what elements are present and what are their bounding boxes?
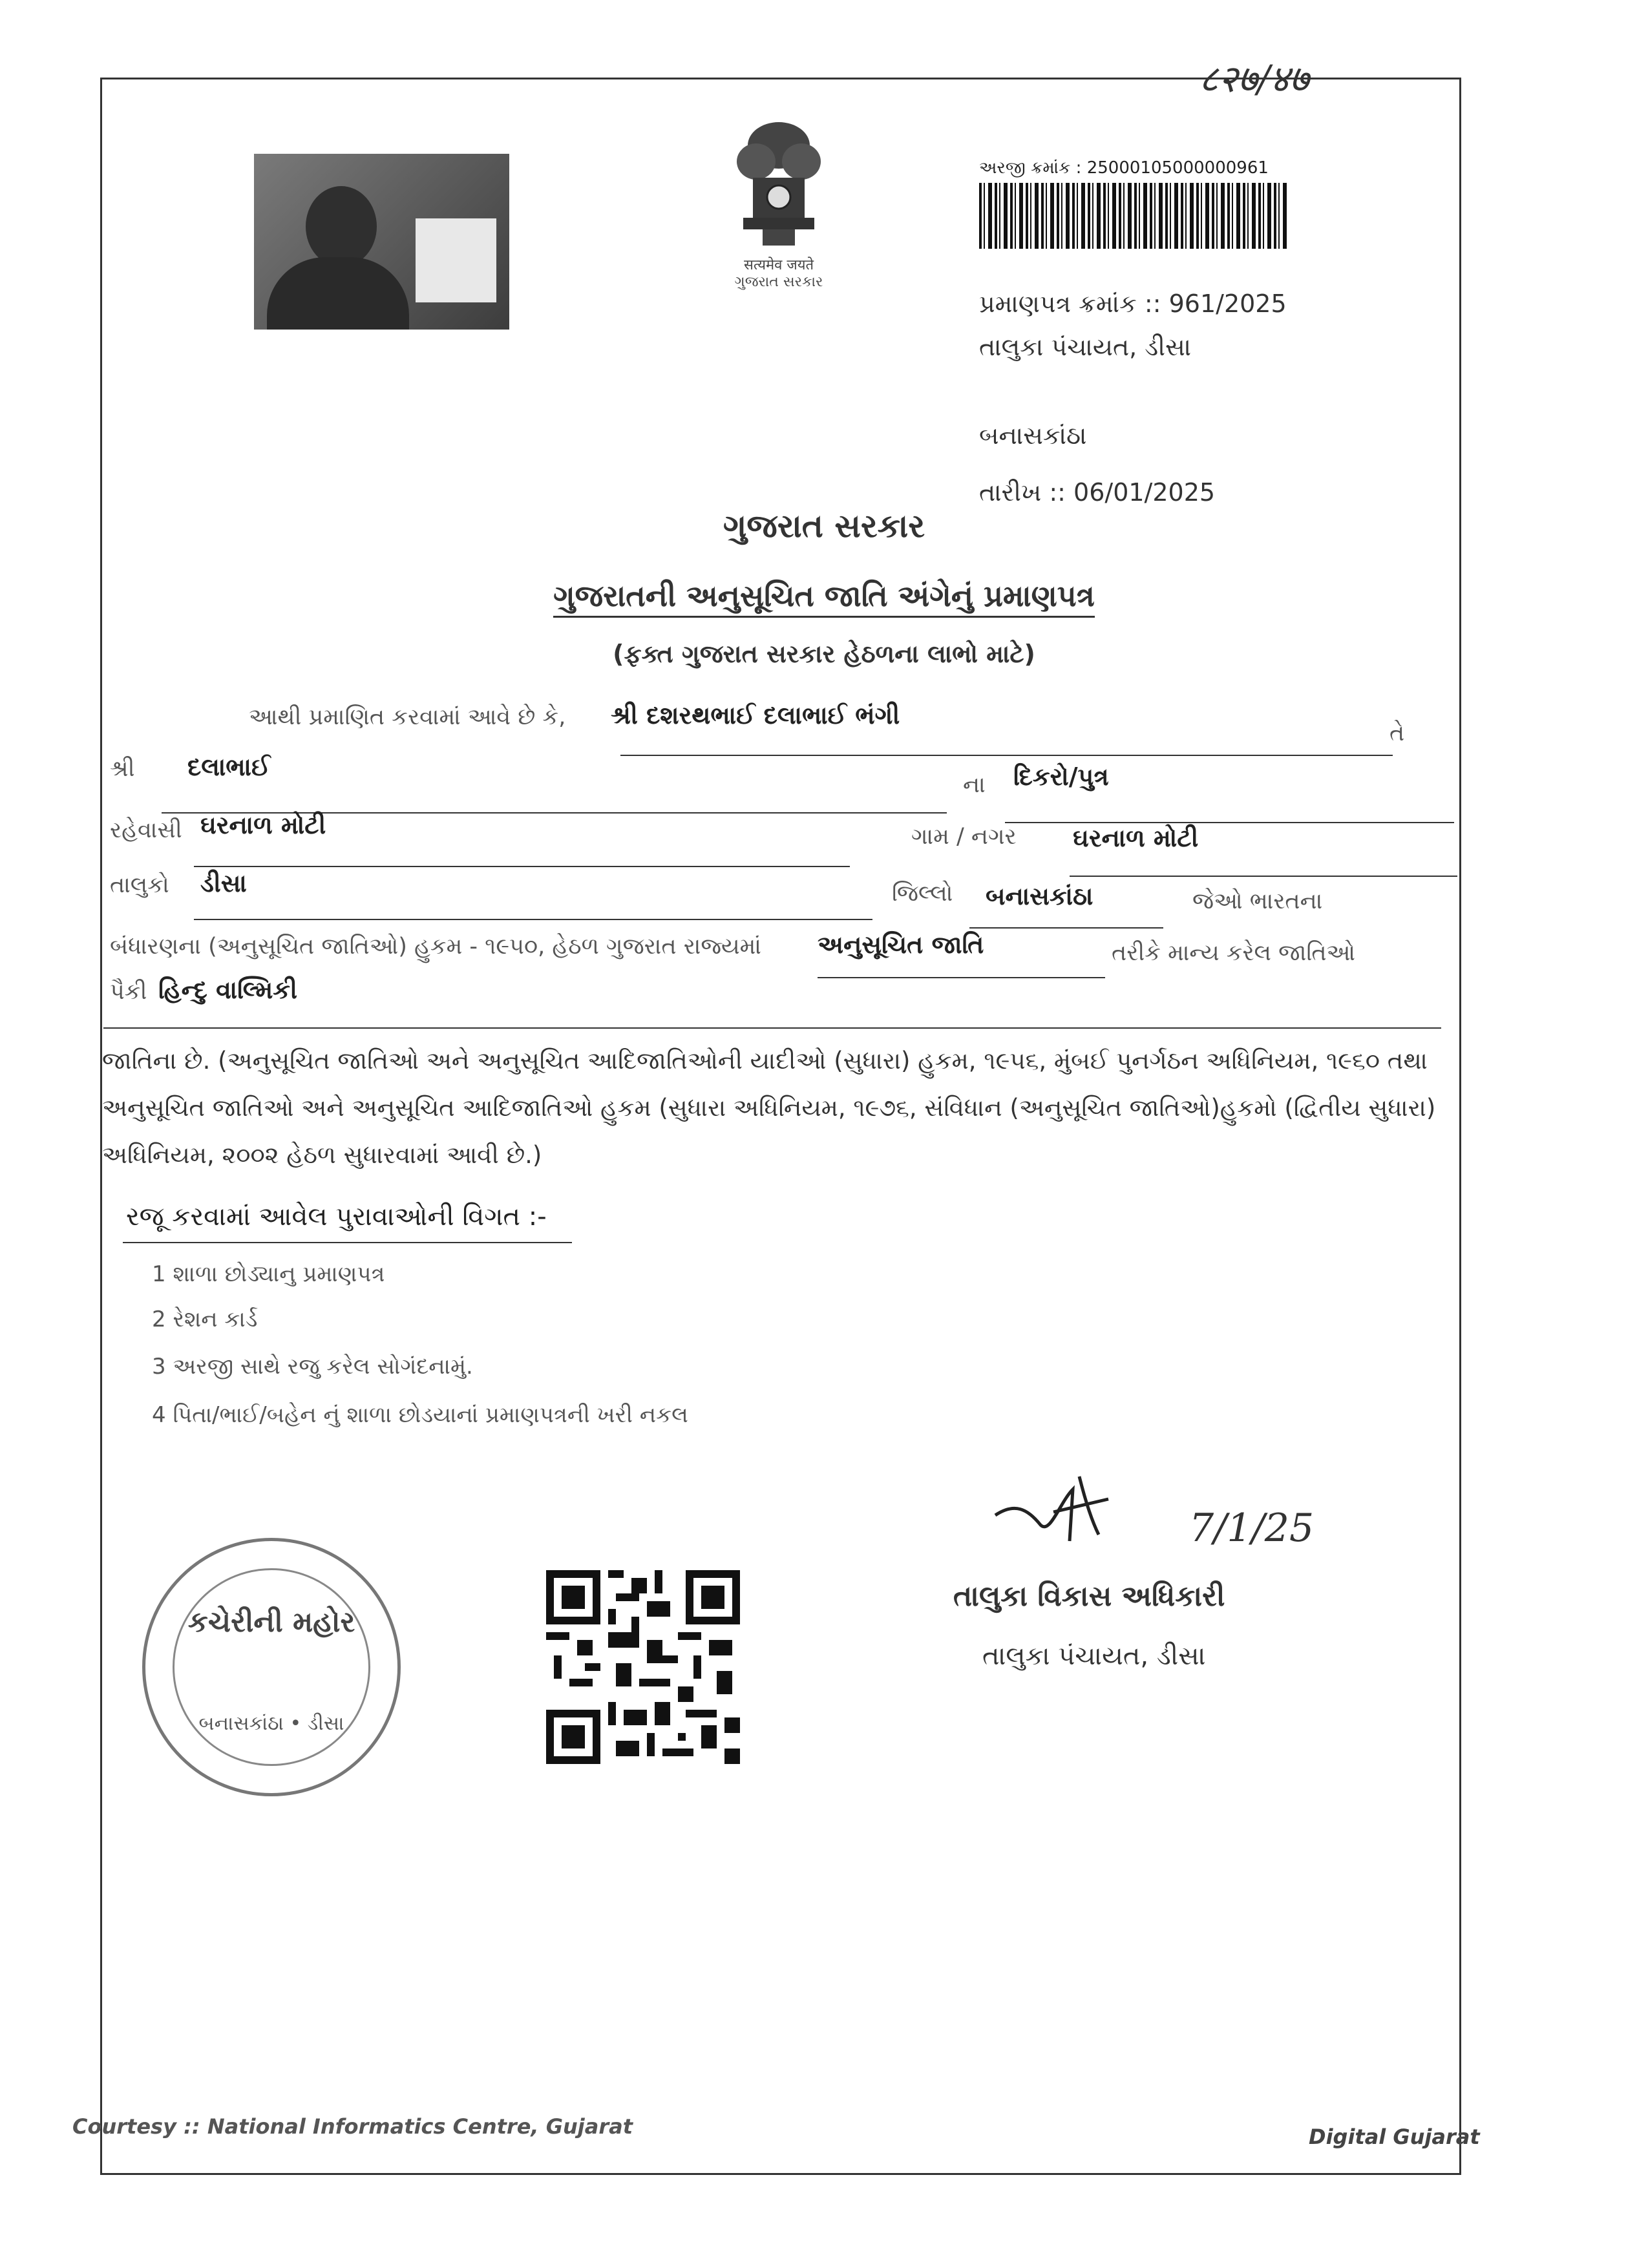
district-underline	[969, 927, 1163, 929]
shri-label: શ્રી	[110, 756, 135, 782]
taluka-underline	[194, 919, 872, 920]
evidence-item: 2 રેશન કાર્ડ	[152, 1307, 258, 1332]
officer-signature	[989, 1464, 1157, 1560]
paiki-label: પૈકી	[110, 979, 147, 1005]
father-name: દલાભાઈ	[187, 753, 271, 781]
certify-label: આથી પ્રમાણિત કરવામાં આવે છે કે,	[249, 704, 566, 730]
village-value: ઘરનાળ મોટી	[1073, 824, 1199, 852]
issue-date	[979, 478, 1215, 507]
office-seal	[142, 1538, 401, 1796]
te-label: તે	[1389, 720, 1405, 746]
application-number-label: અરજી ક્રમાંક :	[979, 158, 1082, 178]
govt-title: ગુજરાત સરકાર	[723, 507, 925, 545]
legal-paragraph-line-1: જાતિના છે. (અનુસૂચિત જાતિઓ અને અનુસૂચિત આદિજાતિઓની યાદીઓ (સુધારા) હુકમ, ૧૯૫૬, મુંબઈ પુનર્ગઠન અધિનિયમ, ૧૯૬૦ તથા	[102, 1047, 1428, 1075]
issuing-office: તાલુકા પંચાયત, ડીસા	[979, 333, 1192, 361]
legal-paragraph	[102, 1037, 1446, 1179]
certificate-title	[0, 578, 1648, 614]
certificate-number	[979, 289, 1287, 319]
applicant-name-underline	[620, 755, 1393, 756]
qr-code	[546, 1567, 740, 1767]
seal-text: કચેરીની મહોર	[187, 1606, 355, 1639]
recognized-label: તરીકે માન્ય કરેલ જાતિઓ	[1112, 940, 1356, 966]
certificate-subtitle: (ફક્ત ગુજરાત સરકાર હેઠળના લાભો માટે)	[613, 640, 1035, 668]
village-underline	[1070, 876, 1457, 877]
signature-date: 7/1/25	[1189, 1506, 1315, 1551]
handwritten-file-number: ८२७/४७	[1199, 57, 1309, 101]
emblem-govt-name: ગુજરાત સરકાર	[734, 274, 823, 290]
resident-label: રહેવાસી	[110, 817, 182, 843]
issue-date-value: 06/01/2025	[1073, 478, 1216, 507]
footer-brand: Digital Gujarat	[1309, 2125, 1480, 2149]
legal-paragraph-line-2: અનુસૂચિત જાતિઓ અને અનુસૂચિત આદિજાતિઓ હુકમ (સુધારા અધિનિયમ, ૧૯૭૬, સંવિધાન (અનુસૂચિત જાતિઓ)હુકમો (દ્વિતીય સુધારા)	[102, 1094, 1436, 1122]
certificate-number-label: પ્રમાણપત્ર ક્રમાંક ::	[979, 289, 1161, 318]
signatory-title: તાલુકા વિકાસ અધિકારી	[953, 1580, 1225, 1613]
evidence-heading: રજૂ કરવામાં આવેલ પુરાવાઓની વિગત :-	[126, 1202, 547, 1232]
application-number	[979, 158, 1269, 178]
resident-underline	[194, 866, 850, 867]
certificate-number-value: 961/2025	[1168, 289, 1287, 318]
district-label: જિલ્લો	[892, 881, 953, 907]
signatory-office: તાલુકા પંચાયત, ડીસા	[982, 1641, 1206, 1671]
village-label: ગામ / નગર	[911, 824, 1017, 850]
jeo-label: જેઓ ભારતના	[1192, 888, 1323, 914]
application-number-value: 25000105000000961	[1086, 158, 1269, 178]
evidence-item: 3 અરજી સાથે રજુ કરેલ સોગંદનામું.	[152, 1354, 473, 1380]
issuing-district: બનાસકાંઠા	[979, 421, 1087, 450]
legal-paragraph-line-3: અધિનિયમ, ૨૦૦૨ હેઠળ સુધારવામાં આવી છે.)	[102, 1141, 542, 1169]
evidence-item: 4 પિતા/ભાઈ/બહેન નું શાળા છોડયાનાં પ્રમાણપત્રની ખરી નકલ	[152, 1402, 688, 1428]
ashoka-emblem-icon	[727, 116, 830, 252]
evidence-item: 1 શાળા છોડ્યાનુ પ્રમાણપત્ર	[152, 1261, 385, 1287]
category-underline	[818, 977, 1105, 978]
applicant-name: શ્રી દશરથભાઈ દલાભાઈ ભંગી	[611, 701, 900, 730]
barcode	[979, 183, 1289, 249]
applicant-photo	[254, 154, 509, 330]
issue-date-label: તારીખ ::	[979, 478, 1066, 507]
certificate-title-text: ગુજરાતની અનુસૂચિત જાતિ અંગેનું પ્રમાણપત્ર	[553, 578, 1095, 618]
taluka-value: ડીસા	[200, 869, 247, 898]
evidence-heading-underline	[123, 1242, 572, 1243]
category-value: અનુસૂચિત જાતિ	[818, 930, 984, 959]
caste-value: હિન્દુ વાલ્મિકી	[158, 976, 297, 1004]
resident-value: ઘરનાળ મોટી	[200, 811, 326, 839]
constitution-label: બંધારણના (અનુસૂચિત જાતિઓ) હુકમ - ૧૯૫૦, હેઠળ ગુજરાત રાજ્યમાં	[110, 934, 761, 960]
seal-rim-text: બનાસકાંઠા • ડીસા	[198, 1712, 344, 1735]
footer-courtesy: Courtesy :: National Informatics Centre, Gujarat	[72, 2114, 633, 2139]
relation: દિકરો/પુત્ર	[1013, 762, 1109, 791]
state-emblem	[701, 116, 856, 304]
relation-underline	[1005, 822, 1454, 823]
emblem-motto: सत्यमेव जयते	[743, 257, 814, 273]
na-label: ના	[963, 772, 986, 798]
district-value: બનાસકાંઠા	[986, 882, 1093, 910]
taluka-label: તાલુકો	[110, 872, 169, 898]
caste-underline	[103, 1027, 1441, 1029]
